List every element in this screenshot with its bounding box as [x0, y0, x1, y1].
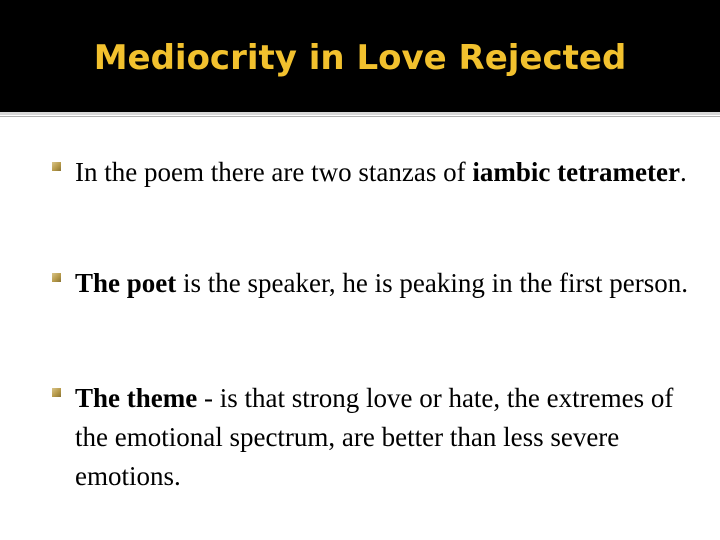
- bullet-text-part: .: [679, 157, 687, 187]
- bullet-bold-term: iambic tetrameter: [472, 157, 680, 187]
- square-bullet-icon: [52, 273, 61, 282]
- square-bullet-icon: [52, 162, 61, 171]
- bullet-bold-term: The theme: [75, 383, 198, 413]
- bullet-text: [75, 379, 690, 496]
- title-divider-shadow: [0, 116, 720, 117]
- square-bullet-icon: [52, 388, 61, 397]
- title-divider: [0, 112, 720, 115]
- bullet-text-part: In the poem there are two stanzas of: [75, 157, 473, 187]
- bullet-bold-term: The poet: [75, 268, 177, 298]
- slide-title: Mediocrity in Love Rejected: [93, 38, 627, 78]
- bullet-text-part: - is that strong love or hate, the extremes of the emotional spectrum, are better than less severe emotions.: [75, 383, 674, 491]
- title-bar: [0, 0, 720, 112]
- bullet-text-part: is the speaker, he is peaking in the first person.: [176, 268, 689, 298]
- bullet-text: [75, 264, 690, 303]
- bullet-text: [75, 153, 690, 192]
